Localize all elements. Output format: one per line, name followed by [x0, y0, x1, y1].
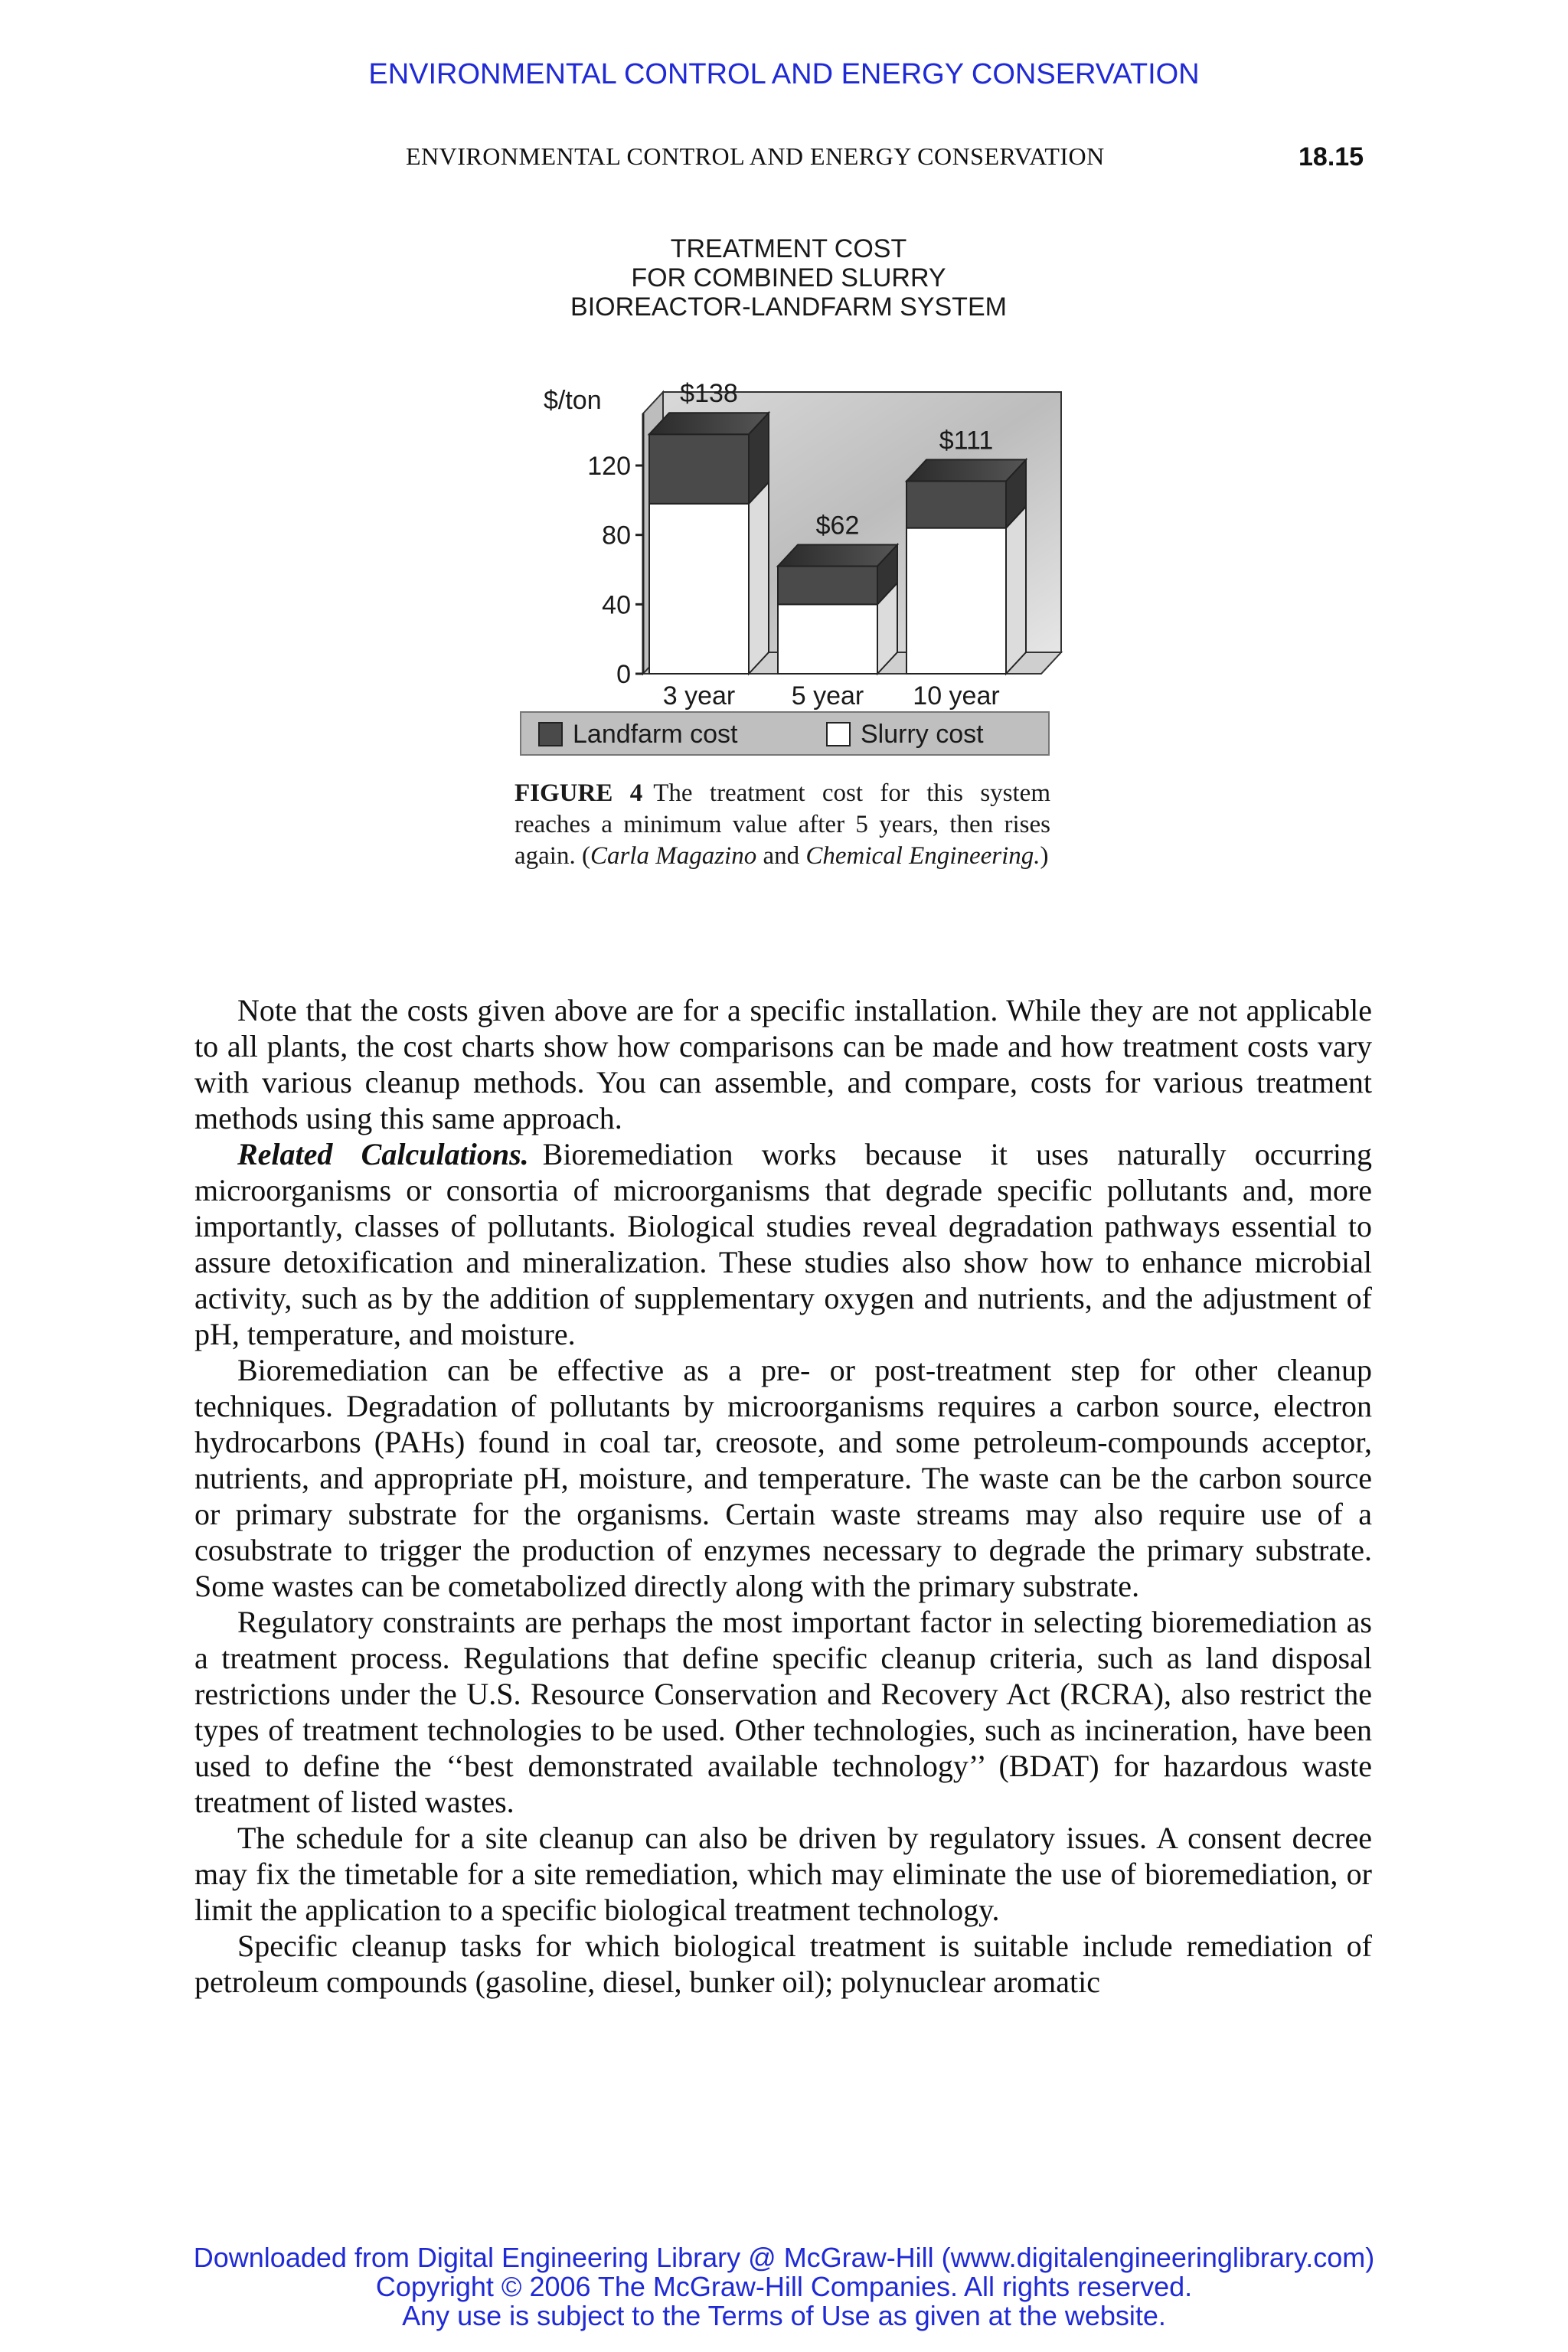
paragraph: Note that the costs given above are for a specific installation. While they are not applicable to all plants, the cost charts show how comparisons can be made and how treatment costs vary with various cleanup methods. You can assemble, and compare, costs for various treatment methods using this same approach.: [194, 993, 1372, 1135]
y-axis-label: $/ton: [544, 386, 602, 415]
source-banner: ENVIRONMENTAL CONTROL AND ENERGY CONSERVATION: [368, 58, 1200, 90]
caption-text: and: [756, 842, 806, 870]
chart-title-line: FOR COMBINED SLURRY: [631, 263, 946, 292]
page-number: 18.15: [1298, 142, 1364, 172]
bar-total-label: $111: [939, 426, 994, 456]
paragraph: The schedule for a site cleanup can also be driven by regulatory issues. A consent decree may fix the timetable for a site remediation, which may eliminate the use of bioremediation, or limit the application to a specific biological treatment technology.: [194, 1821, 1372, 1927]
y-tick-label: 40: [602, 590, 631, 620]
bar-slurry: [778, 604, 877, 674]
legend-swatch-slurry: [827, 723, 850, 746]
paragraph: Regulatory constraints are perhaps the most important factor in selecting bioremediation as a treatment process. Regulations that define specific cleanup criteria, such as land disposal restrictions under the U.S. Resource Conservation and Recovery Act (RCRA), also restrict the types of treatment technologies to be used. Other technologies, such as incineration, have been used to define the ‘‘best demonstrated available technology’’ (BDAT) for hazardous waste treatment of listed wastes.: [194, 1605, 1372, 1819]
caption-text: ): [1040, 842, 1049, 870]
bar-landfarm: [906, 481, 1006, 528]
body-text: [194, 992, 1372, 2000]
legend-label: Landfarm cost: [573, 720, 738, 749]
footer-terms[interactable]: Any use is subject to the Terms of Use as given at the website.: [402, 2300, 1166, 2331]
footer-copyright: Copyright © 2006 The McGraw-Hill Companies. All rights reserved.: [375, 2271, 1193, 2302]
chart-title: [490, 234, 1087, 322]
x-tick-label: 10 year: [913, 681, 1000, 710]
figure-caption: [514, 778, 1050, 872]
figure-label: FIGURE 4: [514, 779, 643, 807]
caption-text: The treatment cost for this system reaches a minimum value after 5 years, then rises again. (: [514, 779, 1050, 870]
bar-slurry: [906, 528, 1006, 674]
bar-total-label: $62: [815, 511, 860, 541]
chart-title-line: TREATMENT COST: [670, 234, 907, 263]
bar-top: [649, 413, 769, 434]
bar-landfarm: [778, 566, 877, 604]
x-tick-label: 3 year: [662, 681, 736, 710]
running-head-title: ENVIRONMENTAL CONTROL AND ENERGY CONSERVATION: [406, 142, 1105, 170]
bar-slurry: [649, 504, 749, 674]
download-footer: [0, 2243, 1568, 2331]
paragraph: Bioremediation can be effective as a pre- or post-treatment step for other cleanup techniques. Degradation of pollutants by microorganisms requires a carbon source, electron hydrocarbons (PAHs) found in coal tar, creosote, and some petroleum-compounds acceptor, nutrients, and appropriate pH, moisture, and temperature. The waste can be the carbon source or primary substrate for the organisms. Certain waste streams may also require use of a cosubstrate to trigger the production of enzymes necessary to degrade the primary substrate. Some wastes can be cometabolized directly along with the primary substrate.: [194, 1353, 1372, 1603]
x-tick-label: 5 year: [791, 681, 864, 710]
bar-total-label: $138: [680, 379, 738, 409]
legend-label: Slurry cost: [861, 720, 984, 749]
bar-side-slurry: [1006, 507, 1026, 674]
caption-credit: Chemical Engineering.: [805, 842, 1040, 870]
caption-credit: Carla Magazino: [590, 842, 757, 870]
legend-swatch-landfarm: [539, 723, 562, 746]
section-lead: Related Calculations.: [237, 1137, 529, 1171]
paragraph-text: Bioremediation works because it uses naturally occurring microorganisms or consortia of microorganisms that degrade specific pollutants and, more importantly, classes of pollutants. Biological studies reveal degradation pathways essential to assure detoxification and mineralization. These studies also show how to enhance microbial activity, such as by the addition of supplementary oxygen and nutrients, and the adjustment of pH, temperature, and moisture.: [194, 1137, 1373, 1351]
treatment-cost-chart: [505, 337, 1072, 766]
y-tick-label: 80: [602, 521, 631, 550]
bar-side-slurry: [749, 482, 769, 674]
paragraph: [194, 1136, 1372, 1352]
chart-title-line: BIOREACTOR-LANDFARM SYSTEM: [570, 292, 1007, 322]
paragraph: Specific cleanup tasks for which biological treatment is suitable include remediation of petroleum compounds (gasoline, diesel, bunker oil); polynuclear aromatic: [194, 1929, 1372, 1999]
footer-link[interactable]: Downloaded from Digital Engineering Library @ McGraw-Hill (www.digitalengineeringlibrary.com): [193, 2242, 1375, 2273]
bar-top: [778, 544, 897, 566]
bar-top: [906, 459, 1026, 481]
bar-landfarm: [649, 434, 749, 504]
y-tick-label: 120: [587, 452, 631, 481]
y-tick-label: 0: [616, 660, 631, 689]
